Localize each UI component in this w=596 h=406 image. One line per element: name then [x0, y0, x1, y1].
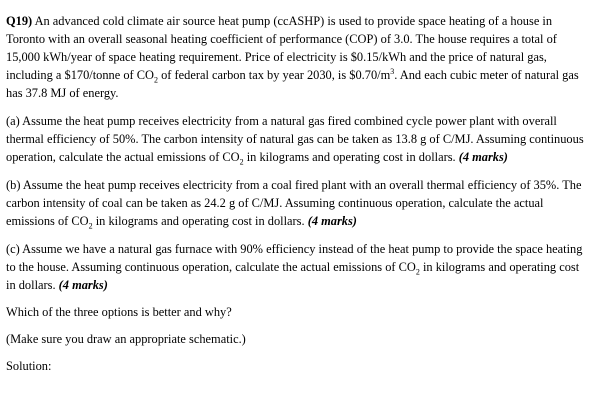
part-c [6, 240, 590, 294]
part-b [6, 176, 590, 230]
part-c-text-2: in kilograms and operating cost in dollars. [6, 260, 580, 292]
part-b-text-1: (b) Assume the heat pump receives electricity from a coal fired plant with an overall thermal efficiency of 35%. The carbon intensity of coal can be taken as 24.2 g of C/MJ. Assuming continuous operation, calculate the actual emissions of CO [6, 178, 582, 228]
part-a-co2-subscript: 2 [239, 157, 244, 167]
part-a [6, 112, 590, 166]
document-page [6, 12, 590, 375]
question-number: Q19) [6, 14, 33, 28]
part-b-text-2: in kilograms and operating cost in dollars. [92, 214, 308, 228]
solution-label: Solution: [6, 359, 52, 373]
which-better-question: Which of the three options is better and why? [6, 305, 232, 319]
part-c-marks: (4 marks) [58, 278, 108, 292]
question-intro-text-2: of federal carbon tax by year 2030, is $0.70/m [157, 68, 391, 82]
part-c-text-1: (c) Assume we have a natural gas furnace with 90% efficiency instead of the heat pump to provide the space heating to the house. Assuming continuous operation, calculate the actual emissions of CO [6, 242, 583, 274]
schematic-note: (Make sure you draw an appropriate schematic.) [6, 332, 246, 346]
part-a-text-1: (a) Assume the heat pump receives electricity from a natural gas fired combined cycle power plant with overall thermal efficiency of 50%. The carbon intensity of natural gas can be taken as 13.8 g of C/MJ. Assuming continuous operation, calculate the actual emissions of CO [6, 114, 584, 164]
question-intro [6, 12, 590, 102]
part-b-marks: (4 marks) [307, 214, 357, 228]
part-a-text-2: in kilograms and operating cost in dollars. [243, 150, 459, 164]
part-c-co2-subscript: 2 [415, 267, 420, 277]
question-intro-text-3: . And each cubic meter of natural gas has 37.8 MJ of energy. [6, 68, 579, 100]
co2-subscript: 2 [153, 75, 158, 85]
part-b-co2-subscript: 2 [88, 221, 93, 231]
cubic-superscript: 3 [390, 66, 395, 76]
part-a-marks: (4 marks) [458, 150, 508, 164]
question-intro-text-1: An advanced cold climate air source heat pump (ccASHP) is used to provide space heating of a house in Toronto with an overall seasonal heating coefficient of performance (COP) of 3.0. The house requires a total of 15,000 kWh/year of space heating requirement. Price of electricity is $0.15/kWh and the price of natural gas, including a $170/tonne of CO [6, 14, 557, 82]
